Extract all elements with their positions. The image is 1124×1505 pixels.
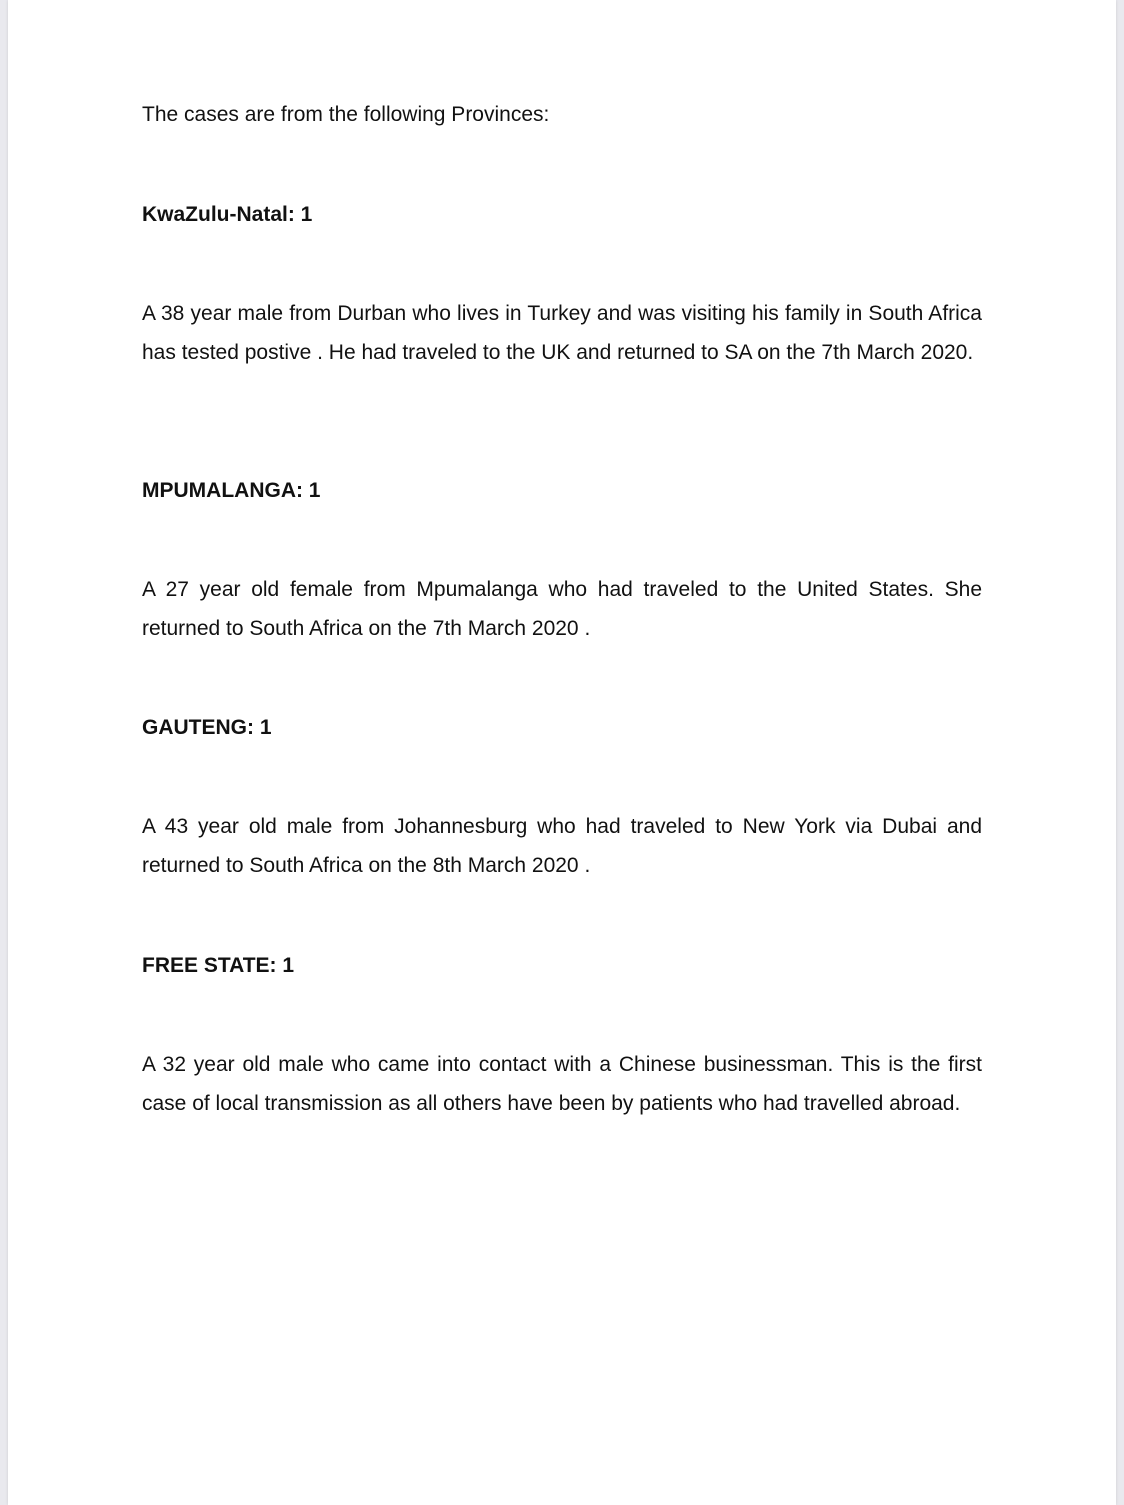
document-content	[142, 96, 982, 1115]
province-heading: KwaZulu-Natal: 1	[142, 203, 313, 226]
province-heading: MPUMALANGA: 1	[142, 479, 321, 502]
province-heading: GAUTENG: 1	[142, 716, 272, 739]
case-description: A 43 year old male from Johannesburg who had traveled to New York via Dubai and returned to South Africa on the 8th March 2020 .	[142, 815, 982, 877]
case-description: A 38 year male from Durban who lives in Turkey and was visiting his family in South Africa has tested postive . He had traveled to the UK and returned to SA on the 7th March 2020.	[142, 302, 982, 364]
document-page	[8, 0, 1116, 1505]
intro-text: The cases are from the following Provinces:	[142, 103, 550, 126]
province-section-mpumalanga	[142, 472, 982, 648]
case-description: A 32 year old male who came into contact with a Chinese businessman. This is the first case of local transmission as all others have been by patients who had travelled abroad.	[142, 1053, 982, 1115]
province-section-gauteng	[142, 709, 982, 885]
case-description: A 27 year old female from Mpumalanga who had traveled to the United States. She returned to South Africa on the 7th March 2020 .	[142, 578, 982, 640]
province-section-kwazulu-natal	[142, 196, 982, 372]
province-heading: FREE STATE: 1	[142, 954, 295, 977]
province-section-free-state	[142, 947, 982, 1123]
